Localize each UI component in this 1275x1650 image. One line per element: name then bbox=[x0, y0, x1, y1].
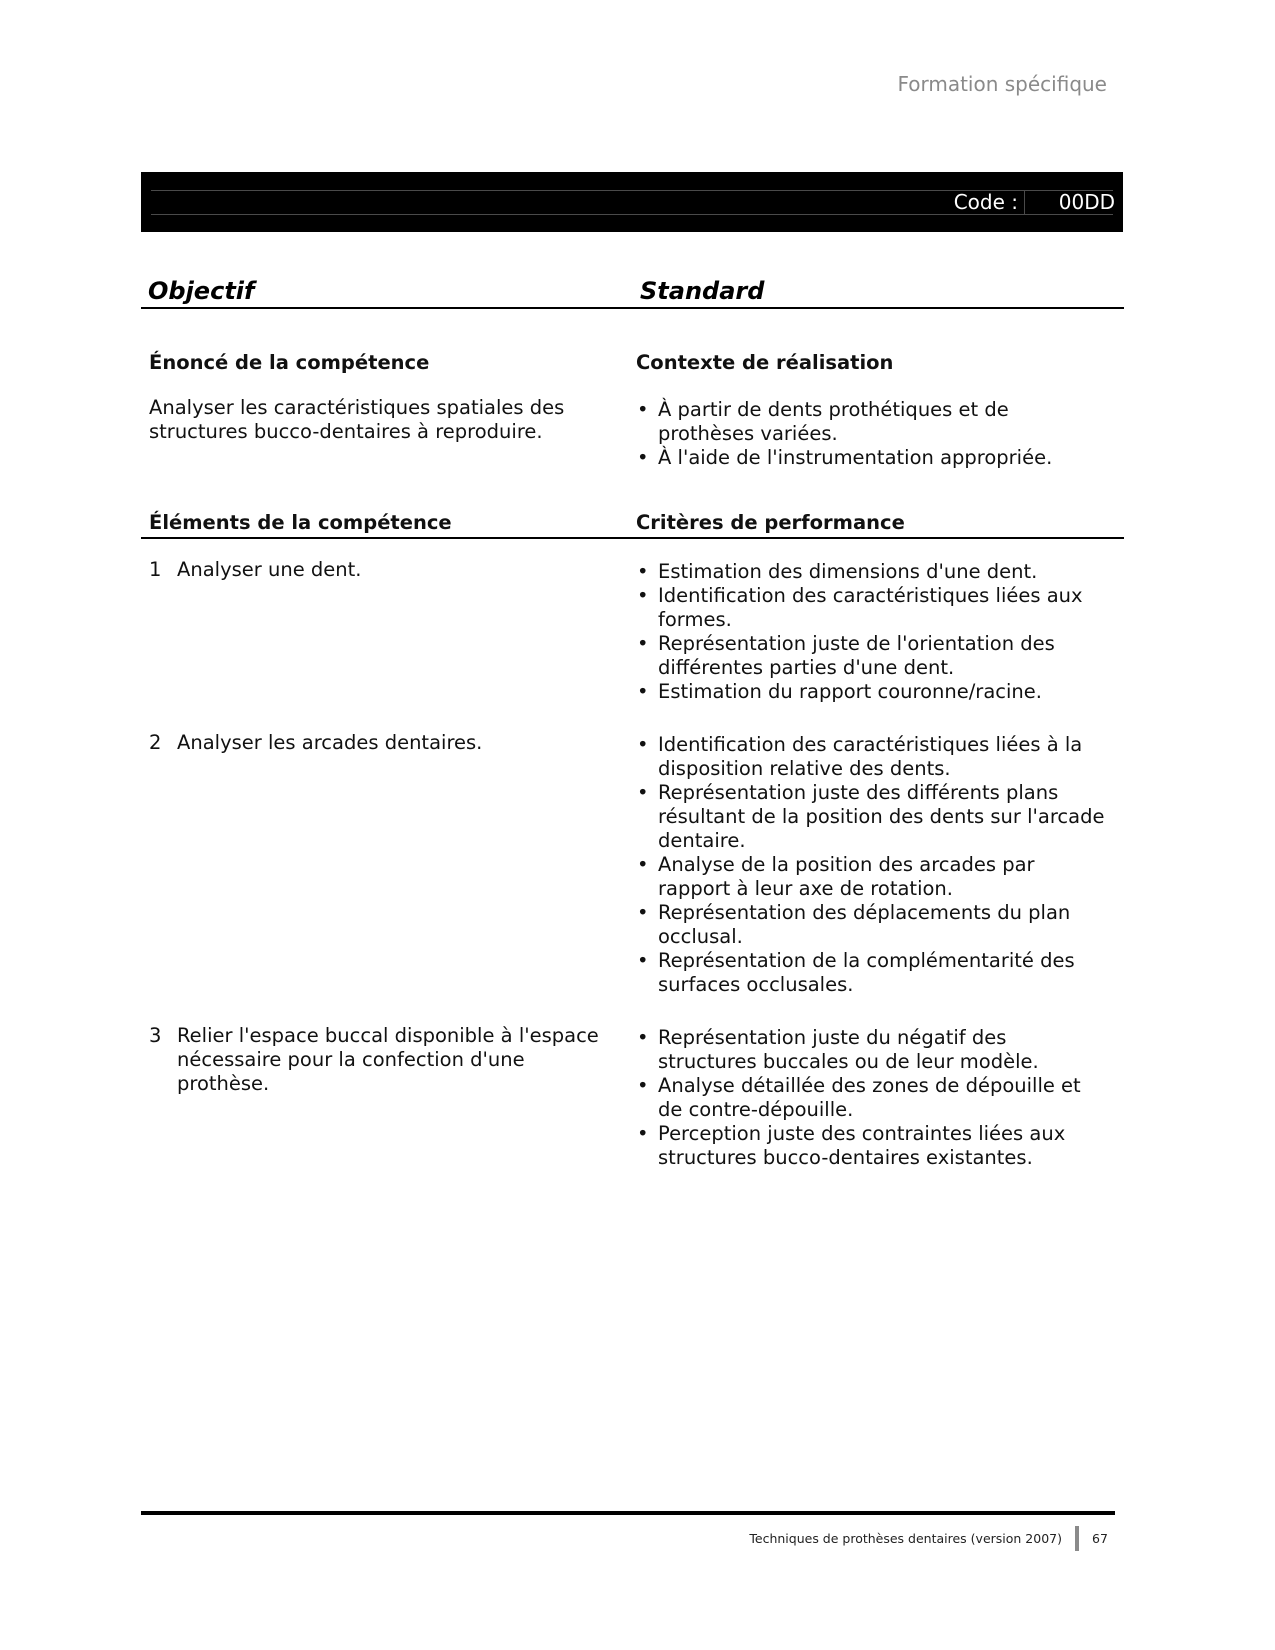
element-text: Analyser une dent. bbox=[177, 558, 362, 581]
code-value: 00DD bbox=[1058, 190, 1115, 214]
objectif-title: Objectif bbox=[148, 277, 255, 305]
code-label: Code : bbox=[948, 190, 1025, 214]
criterion-item: • Représentation de la complémentarité des surfaces occlusales. bbox=[636, 949, 1106, 997]
element-number: 3 bbox=[149, 1024, 162, 1047]
element-number: 2 bbox=[149, 731, 162, 754]
criterion-item: • Représentation juste de l'orientation des différentes parties d'une dent. bbox=[636, 632, 1106, 680]
code-bar-rule-bottom bbox=[151, 214, 1113, 215]
criteria-list-3 bbox=[636, 1026, 1106, 1170]
criterion-item: • Estimation du rapport couronne/racine. bbox=[636, 680, 1106, 704]
section-header: Formation spécifique bbox=[897, 72, 1107, 96]
contexte-item: • À partir de dents prothétiques et de prothèses variées. bbox=[636, 398, 1106, 446]
element-1 bbox=[149, 558, 609, 582]
criterion-item: • Représentation juste des différents plans résultant de la position des dents sur l'arcade dentaire. bbox=[636, 781, 1106, 853]
enonce-text-line1: Analyser les caractéristiques spatiales des bbox=[149, 396, 565, 419]
criteria-list-2 bbox=[636, 733, 1106, 997]
code-bar bbox=[141, 172, 1123, 232]
criterion-item: • Analyse détaillée des zones de dépouille et de contre-dépouille. bbox=[636, 1074, 1106, 1122]
criterion-item: • Analyse de la position des arcades par rapport à leur axe de rotation. bbox=[636, 853, 1106, 901]
criterion-item: • Représentation juste du négatif des structures buccales ou de leur modèle. bbox=[636, 1026, 1106, 1074]
contexte-heading: Contexte de réalisation bbox=[636, 351, 894, 374]
enonce-text bbox=[149, 396, 564, 444]
title-underline bbox=[141, 307, 1124, 309]
contexte-item: • À l'aide de l'instrumentation appropriée. bbox=[636, 446, 1106, 470]
criterion-item: • Identification des caractéristiques liées à la disposition relative des dents. bbox=[636, 733, 1106, 781]
element-3 bbox=[149, 1024, 609, 1096]
element-number: 1 bbox=[149, 558, 162, 581]
criterion-item: • Identification des caractéristiques liées aux formes. bbox=[636, 584, 1106, 632]
page-number: 67 bbox=[1092, 1531, 1108, 1546]
contexte-list bbox=[636, 398, 1106, 470]
criterion-item: • Estimation des dimensions d'une dent. bbox=[636, 560, 1106, 584]
element-2 bbox=[149, 731, 609, 755]
criterion-item: • Représentation des déplacements du plan occlusal. bbox=[636, 901, 1106, 949]
elements-underline bbox=[141, 537, 1124, 539]
criteria-list-1 bbox=[636, 560, 1106, 704]
footer-rule bbox=[141, 1511, 1115, 1515]
footer-marker bbox=[1075, 1526, 1079, 1551]
enonce-text-line2: structures bucco-dentaires à reproduire. bbox=[149, 420, 543, 443]
footer-title: Techniques de prothèses dentaires (version 2007) bbox=[749, 1531, 1062, 1546]
criteres-heading: Critères de performance bbox=[636, 511, 905, 534]
element-text: Analyser les arcades dentaires. bbox=[177, 731, 483, 754]
criterion-item: • Perception juste des contraintes liées aux structures bucco-dentaires existantes. bbox=[636, 1122, 1106, 1170]
elements-heading: Éléments de la compétence bbox=[149, 511, 452, 534]
enonce-heading: Énoncé de la compétence bbox=[149, 351, 430, 374]
element-text: Relier l'espace buccal disponible à l'espace nécessaire pour la confection d'une prothèse. bbox=[177, 1024, 599, 1095]
standard-title: Standard bbox=[640, 277, 765, 305]
